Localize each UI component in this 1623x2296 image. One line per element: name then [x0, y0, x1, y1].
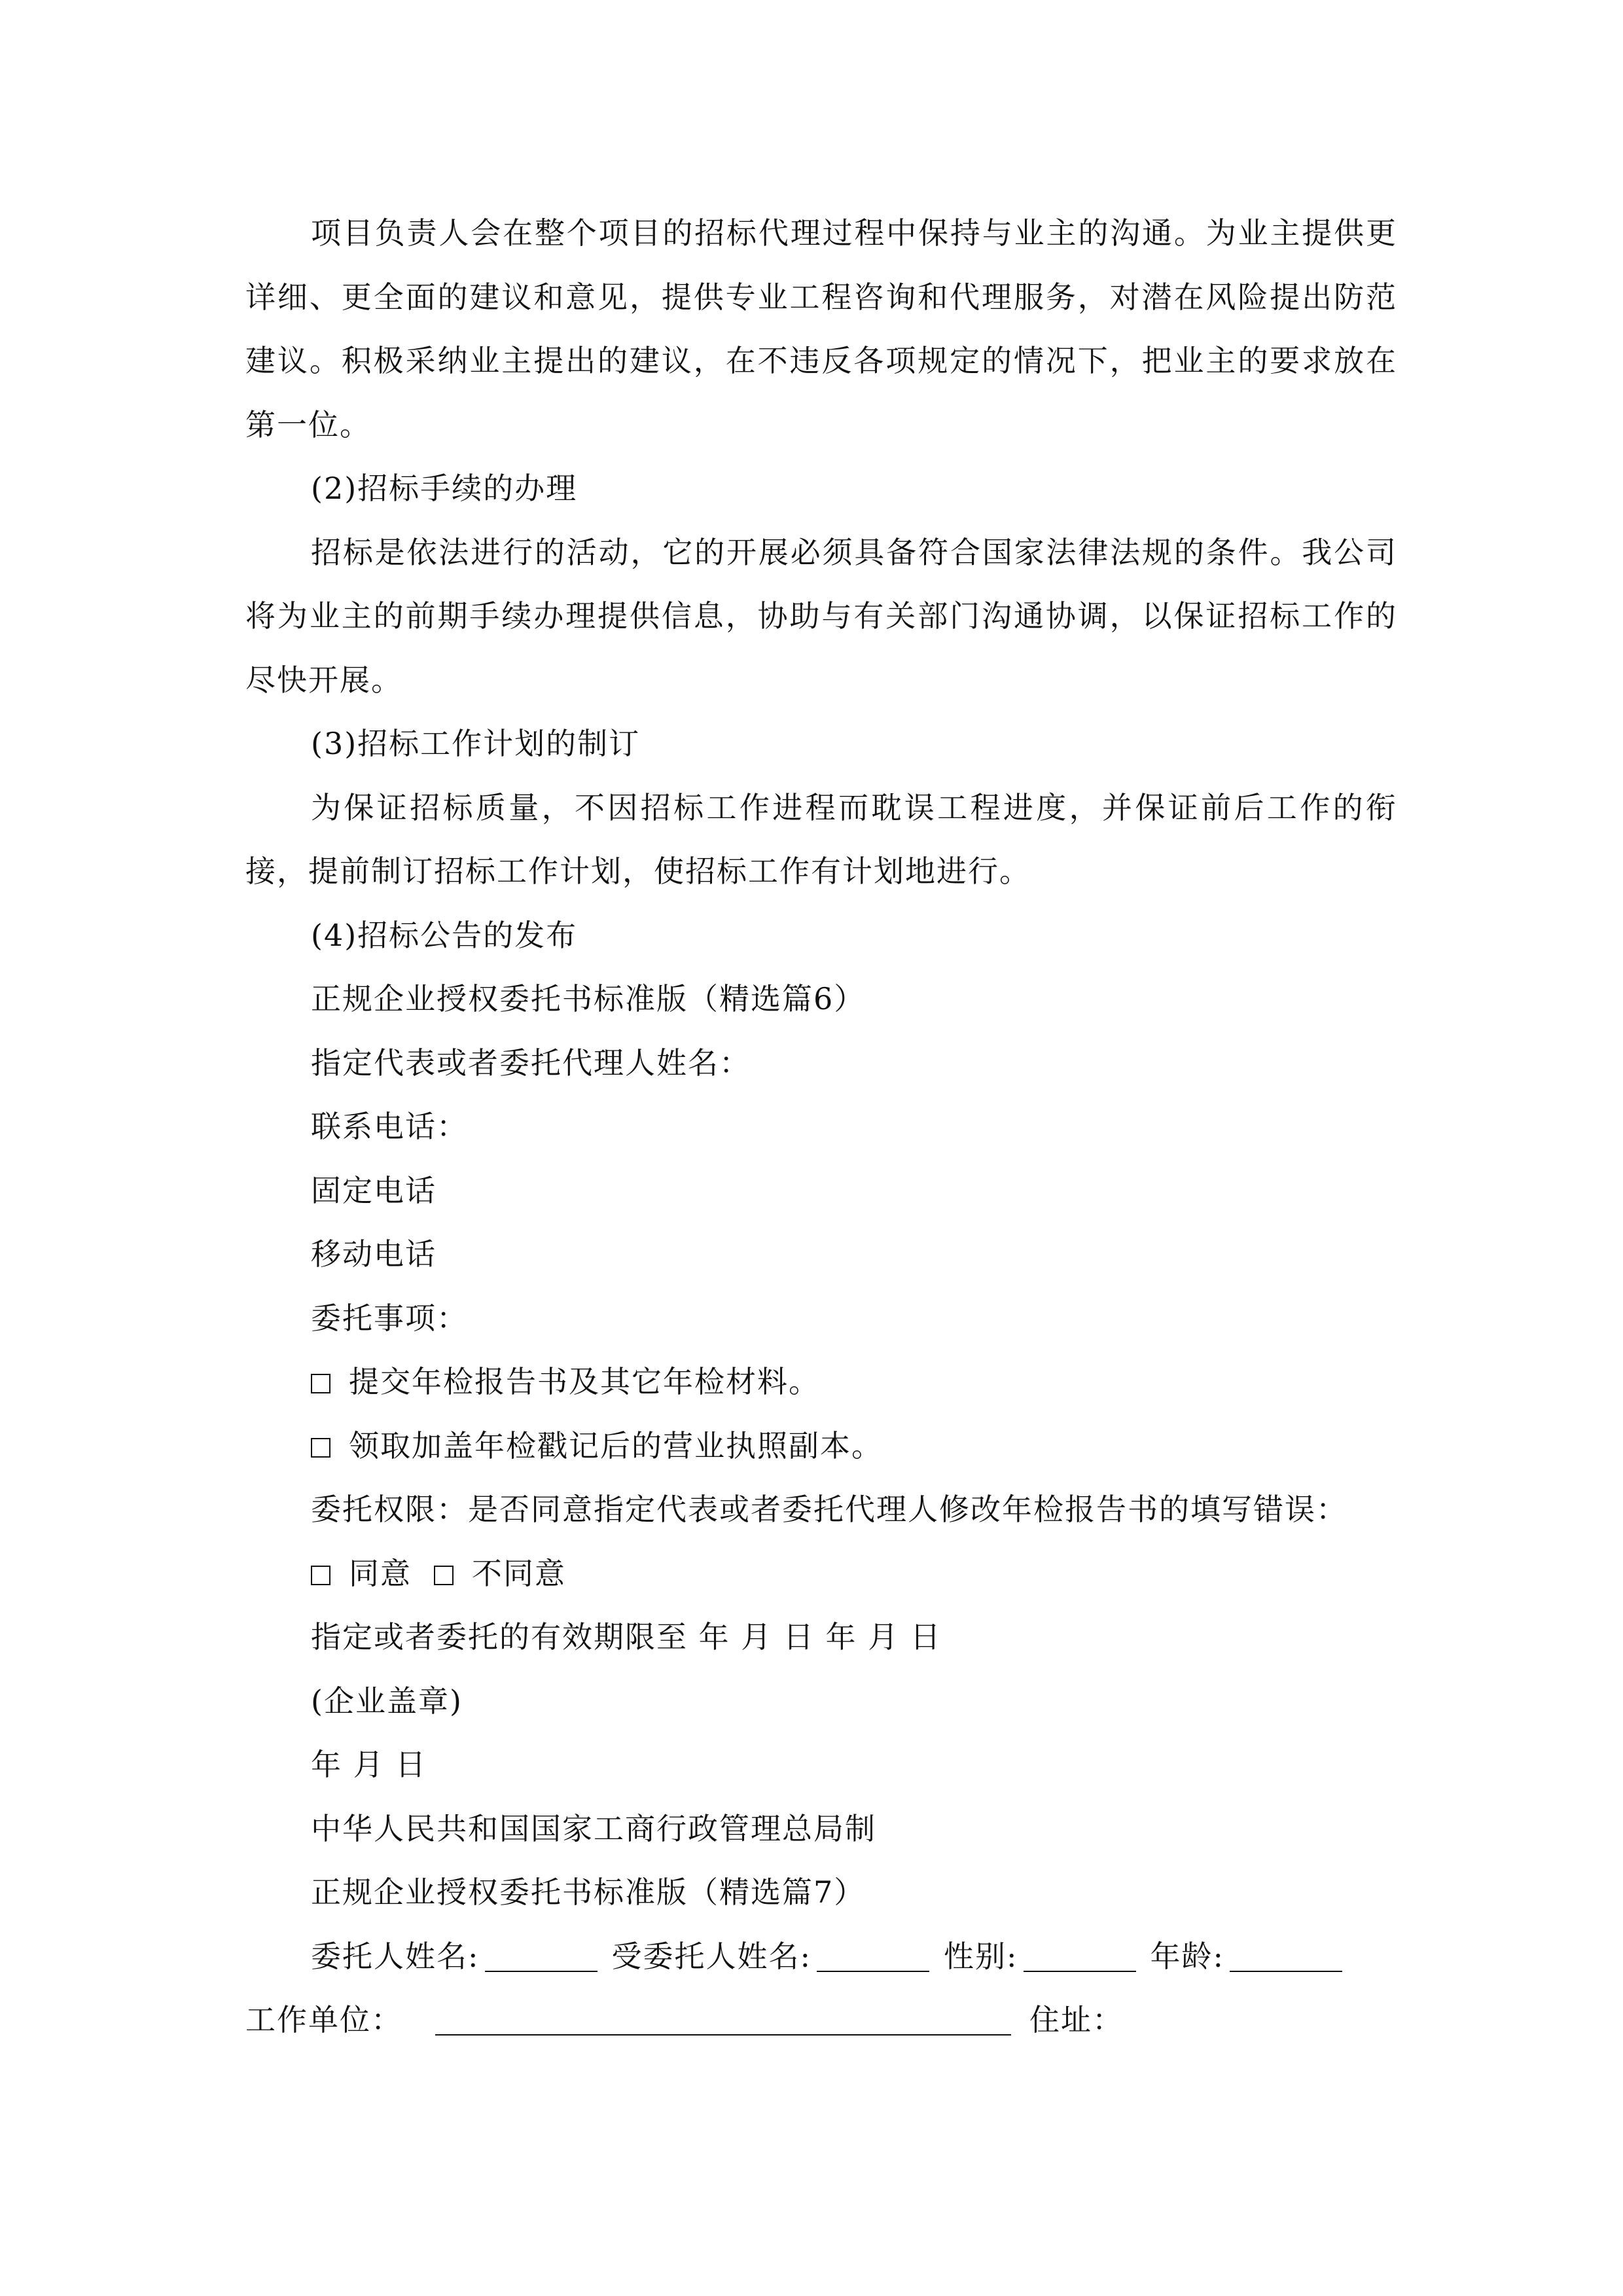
work-unit-label: 工作单位：	[245, 2002, 402, 2037]
disagree-checkbox[interactable]	[434, 1566, 454, 1585]
heading-work-plan: (3)招标工作计划的制订	[311, 726, 641, 761]
issuer-label: 中华人民共和国国家工商行政管理总局制	[311, 1810, 876, 1846]
date-label: 年 月 日	[311, 1747, 427, 1782]
validity-label: 指定或者委托的有效期限至 年 月 日 年 月 日	[311, 1619, 942, 1655]
phone-label: 联系电话：	[311, 1109, 468, 1144]
principal-name-field[interactable]	[485, 1945, 597, 1972]
authority-label: 委托权限：是否同意指定代表或者委托代理人修改年检报告书的填写错误：	[311, 1492, 1347, 1527]
matters-label: 委托事项：	[311, 1300, 468, 1336]
paragraph-procedures: 招标是依法进行的活动，它的开展必须具备符合国家法律法规的条件。我公司将为业主的前期手续办理提供信息，协助与有关部门沟通协调，以保证招标工作的尽快开展。	[245, 534, 1397, 698]
agree-checkbox[interactable]	[311, 1566, 330, 1585]
age-label: 年龄:	[1150, 1938, 1224, 1974]
rep-name-label: 指定代表或者委托代理人姓名：	[311, 1045, 751, 1081]
matter-2-checkbox[interactable]	[311, 1438, 330, 1458]
company-seal-label: (企业盖章)	[311, 1683, 463, 1719]
address-label: 住址：	[1029, 2002, 1124, 2037]
principal-info-row	[245, 1925, 1397, 1989]
heading-procedures: (2)招标手续的办理	[311, 471, 578, 506]
age-field[interactable]	[1230, 1945, 1342, 1972]
section7-title: 正规企业授权委托书标准版（精选篇7）	[311, 1874, 866, 1910]
paragraph-work-plan: 为保证招标质量，不因招标工作进程而耽误工程进度，并保证前后工作的衔接，提前制订招标工作计划，使招标工作有计划地进行。	[245, 789, 1397, 889]
section6-title: 正规企业授权委托书标准版（精选篇6）	[311, 981, 866, 1016]
agree-label: 同意	[349, 1555, 412, 1591]
gender-field[interactable]	[1024, 1945, 1136, 1972]
matter-2-label: 领取加盖年检戳记后的营业执照副本。	[349, 1427, 883, 1463]
principal-name-label: 委托人姓名:	[311, 1938, 480, 1974]
fixed-phone-label: 固定电话	[311, 1172, 437, 1208]
agent-name-label: 受委托人姓名:	[611, 1938, 812, 1974]
matter-1-checkbox[interactable]	[311, 1374, 330, 1393]
agent-name-field[interactable]	[817, 1945, 929, 1972]
matter-option-2	[245, 1414, 1397, 1479]
work-unit-row	[245, 1988, 1397, 2053]
mobile-phone-label: 移动电话	[311, 1236, 437, 1272]
work-unit-field[interactable]	[435, 2008, 1011, 2036]
matter-1-label: 提交年检报告书及其它年检材料。	[349, 1364, 820, 1399]
disagree-label: 不同意	[472, 1555, 566, 1591]
heading-announcement: (4)招标公告的发布	[311, 917, 578, 953]
paragraph-project-lead: 项目负责人会在整个项目的招标代理过程中保持与业主的沟通。为业主提供更详细、更全面的建议和意见，提供专业工程咨询和代理服务，对潜在风险提出防范建议。积极采纳业主提出的建议，在不违反各项规定的情况下，把业主的要求放在第一位。	[245, 215, 1397, 442]
consent-options	[245, 1542, 1397, 1606]
document-body	[245, 202, 1397, 2053]
gender-label: 性别:	[944, 1938, 1018, 1974]
matter-option-1	[245, 1350, 1397, 1414]
